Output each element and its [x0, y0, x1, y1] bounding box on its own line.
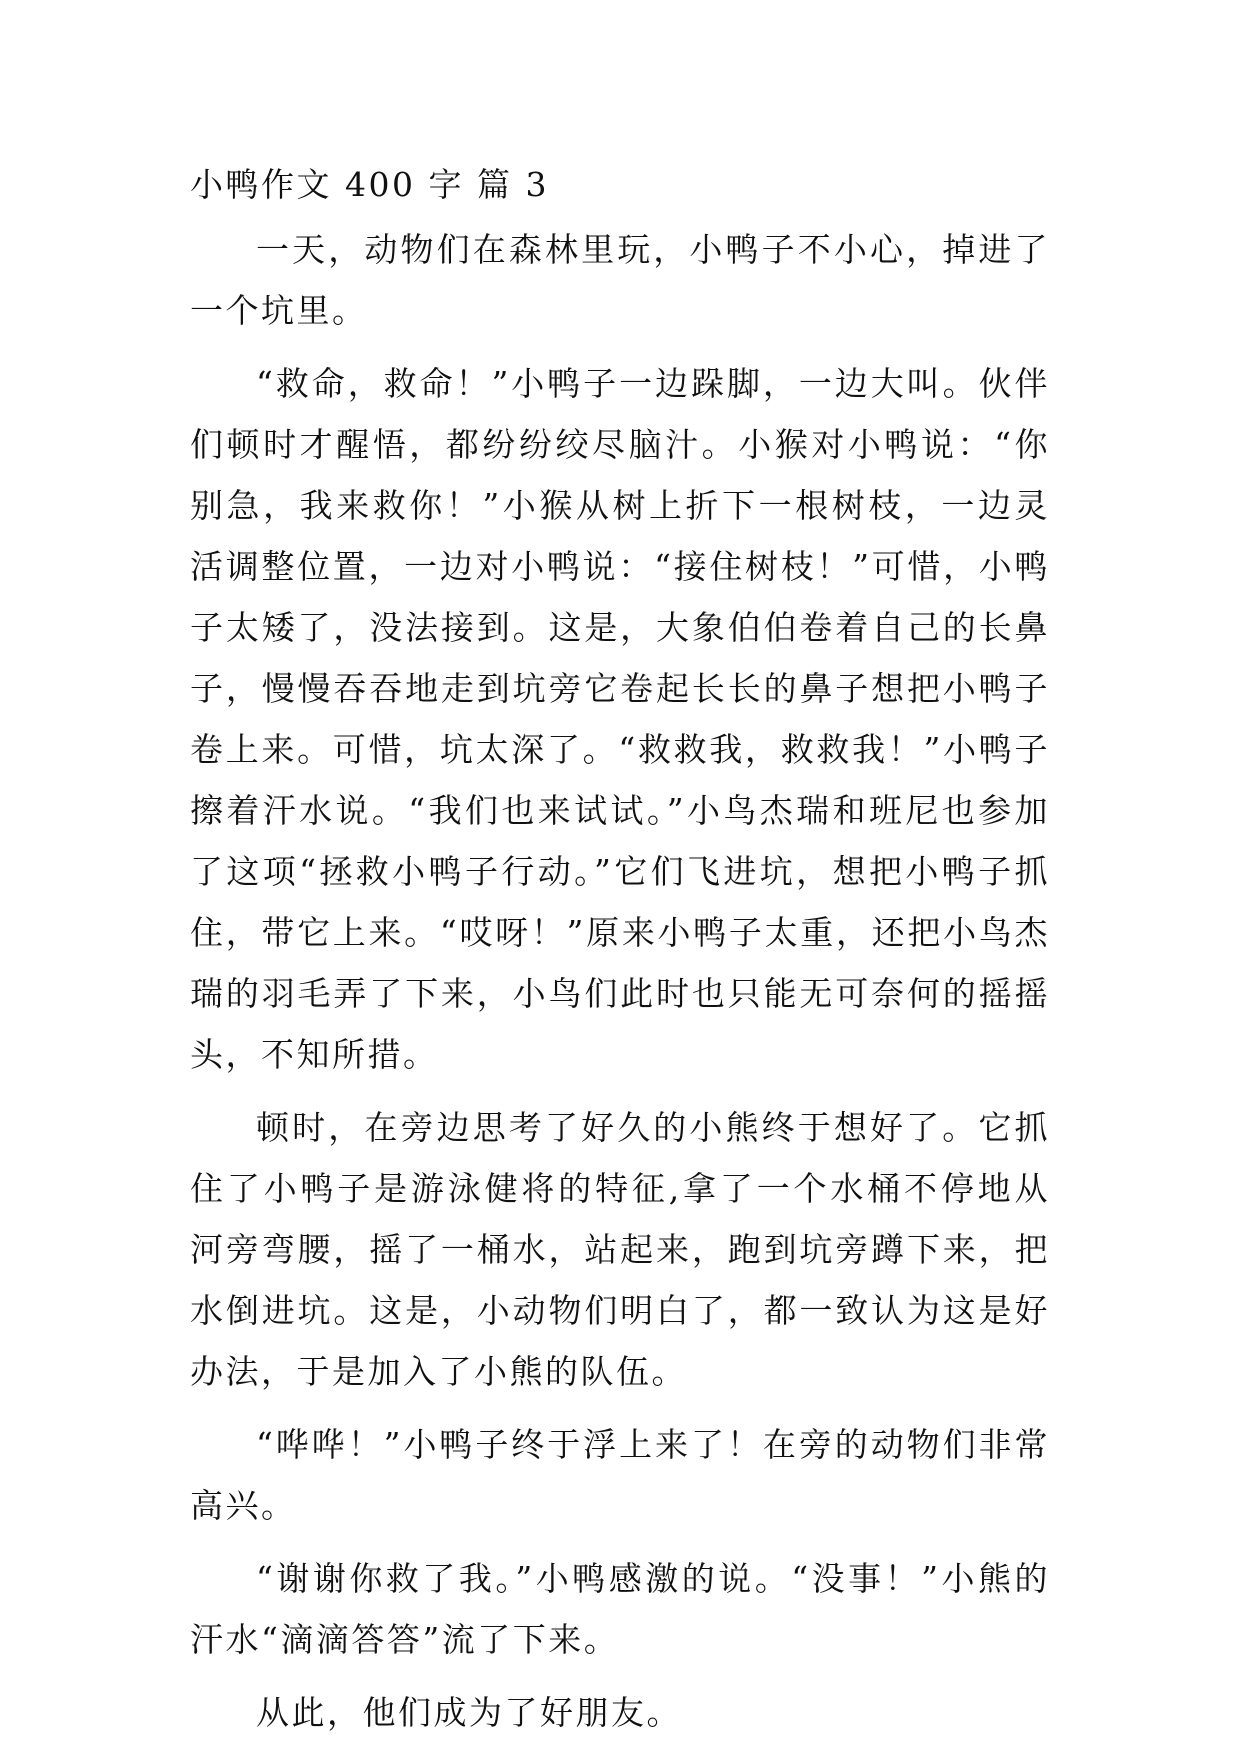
paragraph-4: “哗哗！”小鸭子终于浮上来了！在旁的动物们非常高兴。 [190, 1425, 1050, 1525]
document-page [190, 163, 1050, 1755]
paragraph-6: 从此，他们成为了好朋友。 [256, 1693, 682, 1732]
paragraph-1: 一天，动物们在森林里玩，小鸭子不小心，掉进了一个坑里。 [190, 230, 1050, 330]
paragraph-5: “谢谢你救了我。”小鸭感激的说。“没事！”小熊的汗水“滴滴答答”流了下来。 [190, 1559, 1050, 1659]
paragraph-3: 顿时，在旁边思考了好久的小熊终于想好了。它抓住了小鸭子是游泳健将的特征,拿了一个水桶不停地从河旁弯腰，摇了一桶水，站起来，跑到坑旁蹲下来，把水倒进坑。这是，小动物们明白了，都一致认为这是好办法，于是加入了小熊的队伍。 [190, 1108, 1050, 1391]
paragraph-2: “救命，救命！”小鸭子一边跺脚，一边大叫。伙伴们顿时才醒悟，都纷纷绞尽脑汁。小猴对小鸭说：“你别急，我来救你！”小猴从树上折下一根树枝，一边灵活调整位置，一边对小鸭说：“接住树枝！”可惜，小鸭子太矮了，没法接到。这是，大象伯伯卷着自己的长鼻子，慢慢吞吞地走到坑旁它卷起长长的鼻子想把小鸭子卷上来。可惜，坑太深了。“救救我，救救我！”小鸭子擦着汗水说。“我们也来试试。”小鸟杰瑞和班尼也参加了这项“拯救小鸭子行动。”它们飞进坑，想把小鸭子抓住，带它上来。“哎呀！”原来小鸭子太重，还把小鸟杰瑞的羽毛弄了下来，小鸟们此时也只能无可奈何的摇摇头，不知所措。 [190, 364, 1050, 1074]
document-title: 小鸭作文 400 字 篇 3 [190, 165, 549, 204]
